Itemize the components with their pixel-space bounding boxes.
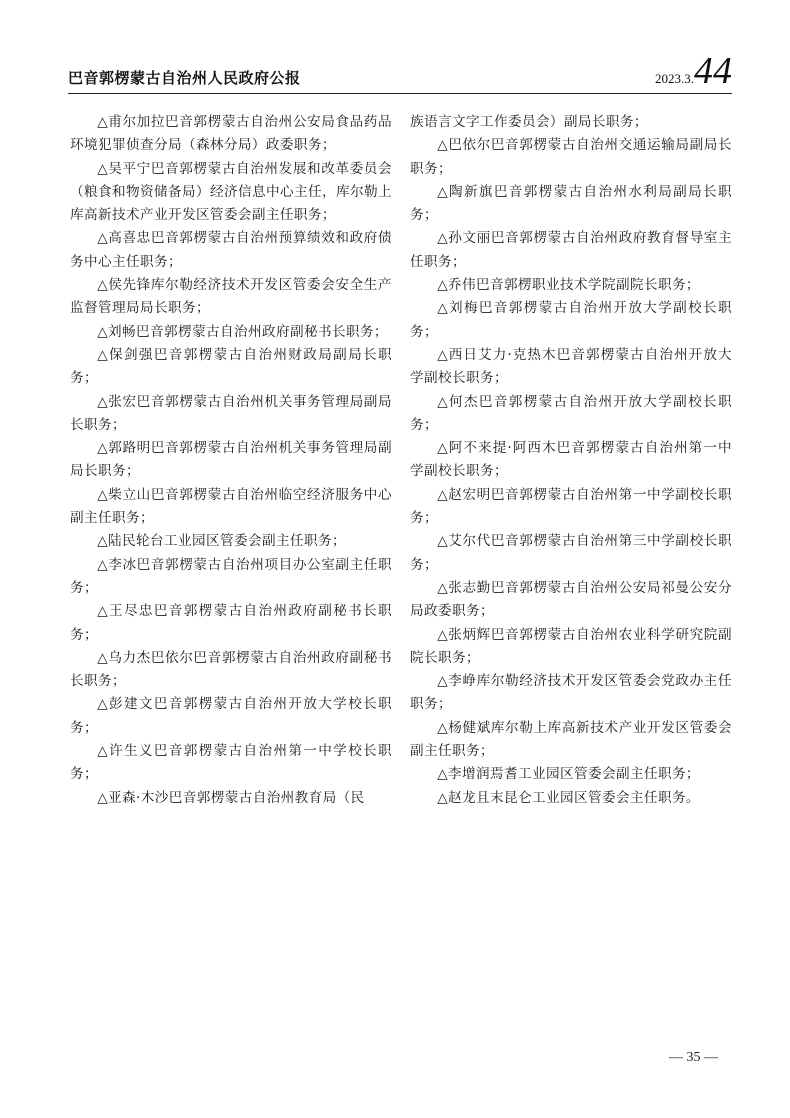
appointment-item: △赵宏明巴音郭楞蒙古自治州第一中学副校长职务； — [410, 486, 732, 527]
page-number: — 35 — — [669, 1050, 718, 1065]
appointment-item: △乌力杰巴依尔巴音郭楞蒙古自治州政府副秘书长职务； — [70, 649, 392, 690]
appointment-item: △陆民轮台工业园区管委会副主任职务； — [97, 533, 346, 550]
appointment-item-continuation: 族语言文字工作委员会）副局长职务； — [410, 114, 648, 130]
appointment-item: △保剑强巴音郭楞蒙古自治州财政局副局长职务； — [70, 346, 392, 387]
appointment-item: △阿不来提·阿西木巴音郭楞蒙古自治州第一中学副校长职务； — [410, 440, 732, 480]
appointment-item: △李增润焉耆工业园区管委会副主任职务； — [437, 766, 700, 783]
appointment-item: △张志勤巴音郭楞蒙古自治州公安局祁曼公安分局政委职务； — [410, 579, 732, 620]
appointment-item: △西日艾力·克热木巴音郭楞蒙古自治州开放大学副校长职务； — [410, 346, 732, 387]
appointment-item: △亚森·木沙巴音郭楞蒙古自治州教育局（民 — [97, 789, 365, 806]
appointment-item: △张宏巴音郭楞蒙古自治州机关事务管理局副局长职务； — [70, 393, 392, 433]
appointment-item: △郭路明巴音郭楞蒙古自治州机关事务管理局副局长职务； — [70, 440, 392, 480]
issue-label — [655, 52, 732, 90]
appointment-item: △柴立山巴音郭楞蒙古自治州临空经济服务中心副主任职务； — [70, 486, 392, 527]
appointment-item: △陶新旗巴音郭楞蒙古自治州水利局副局长职务； — [410, 183, 732, 224]
appointment-item: △赵龙且末昆仑工业园区管委会主任职务。 — [437, 789, 700, 806]
left-column — [70, 111, 392, 810]
appointment-item: △刘梅巴音郭楞蒙古自治州开放大学副校长职务； — [410, 300, 732, 340]
page-header — [68, 52, 732, 92]
appointment-item: △侯先锋库尔勒经济技术开发区管委会安全生产监督管理局局长职务； — [70, 277, 392, 317]
appointment-item: △许生义巴音郭楞蒙古自治州第一中学校长职务； — [70, 743, 392, 783]
issue-number: 44 — [694, 50, 732, 92]
appointment-item: △王尽忠巴音郭楞蒙古自治州政府副秘书长职务； — [70, 603, 392, 643]
appointment-item: △高喜忠巴音郭楞蒙古自治州预算绩效和政府债务中心主任职务； — [70, 230, 392, 270]
appointment-item: △何杰巴音郭楞蒙古自治州开放大学副校长职务； — [410, 393, 732, 433]
appointment-item: △张炳辉巴音郭楞蒙古自治州农业科学研究院副院长职务； — [410, 626, 732, 666]
publication-title: 巴音郭楞蒙古自治州人民政府公报 — [68, 69, 301, 87]
appointment-item: △杨健斌库尔勒上库高新技术产业开发区管委会副主任职务； — [410, 719, 732, 760]
appointment-item: △彭建文巴音郭楞蒙古自治州开放大学校长职务； — [70, 696, 392, 736]
header-divider — [68, 93, 732, 94]
right-column — [410, 111, 732, 810]
appointment-item: △艾尔代巴音郭楞蒙古自治州第三中学副校长职务； — [410, 533, 732, 573]
issue-date: 2023.3. — [655, 71, 694, 86]
appointment-item: △甫尔加拉巴音郭楞蒙古自治州公安局食品药品环境犯罪侦查分局（森林分局）政委职务； — [70, 114, 392, 154]
appointment-item: △刘畅巴音郭楞蒙古自治州政府副秘书长职务； — [97, 323, 388, 340]
appointment-item: △吴平宁巴音郭楞蒙古自治州发展和改革委员会（粮食和物资储备局）经济信息中心主任，库尔勒上库高新技术产业开发区管委会副主任职务； — [70, 160, 392, 224]
appointment-item: △李峥库尔勒经济技术开发区管委会党政办主任职务； — [410, 673, 732, 713]
appointment-item: △李冰巴音郭楞蒙古自治州项目办公室副主任职务； — [70, 556, 392, 596]
appointment-item: △巴依尔巴音郭楞蒙古自治州交通运输局副局长职务； — [410, 137, 732, 177]
appointment-item: △乔伟巴音郭楞职业技术学院副院长职务； — [437, 277, 700, 294]
appointment-item: △孙文丽巴音郭楞蒙古自治州政府教育督导室主任职务； — [410, 230, 732, 270]
